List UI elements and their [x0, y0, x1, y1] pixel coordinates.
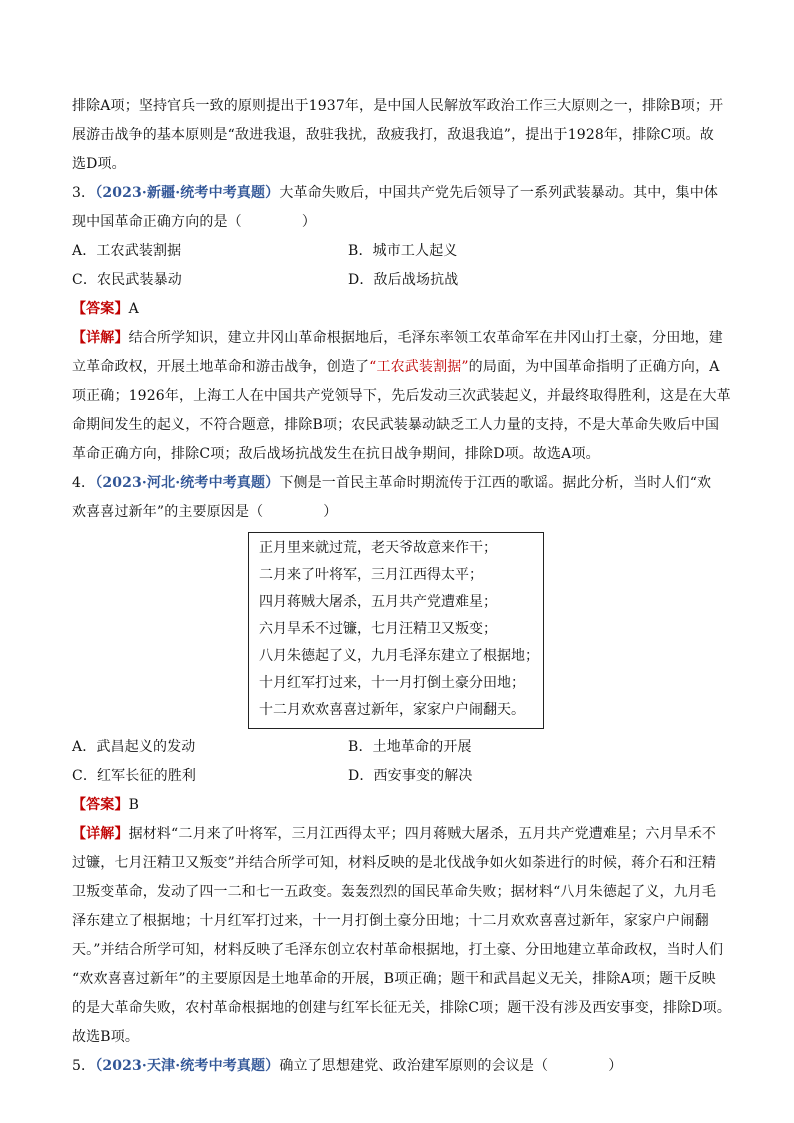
q4-detail-line-2: 过镰，七月汪精卫又叛变”并结合所学可知，材料反映的是北伐战争如火如荼进行的时候，蒋介石和汪精	[72, 855, 717, 871]
q3-paren-close: ）	[301, 214, 316, 230]
q3-stem-line-1	[72, 179, 724, 208]
q4-detail-line-8: 故选B项。	[72, 1029, 140, 1045]
q4-detail-line-7: 的是大革命失败，农村革命根据地的创建与红军长征无关，排除C项；题干没有涉及西安事变，排除D项。	[72, 1000, 731, 1016]
q4-answer	[72, 791, 724, 820]
q4-stem-text-2: 欢喜喜过新年”的主要原因是（	[72, 504, 264, 520]
q4-option-d: D．西安事变的解决	[348, 768, 473, 784]
q4-stem-line-1	[72, 469, 724, 498]
q3-detail-text-2a: 立革命政权，开展土地革命和游击战争，创造了	[72, 359, 370, 375]
q3-options-row-1	[72, 237, 724, 266]
q5-source-tag: （2023·天津·统考中考真题）	[95, 1058, 280, 1074]
q4-stem-line-2	[72, 498, 724, 527]
q4-detail-text-1: 据材料“二月来了叶将军，三月江西得太平；四月蒋贼大屠杀，五月共产党遭难星；六月旱禾不	[128, 826, 717, 842]
poem-line: 十二月欢欢喜喜过新年，家家户户闹翻天。	[259, 702, 525, 718]
q4-detail-tag: 【详解】	[72, 826, 129, 842]
poem-line: 四月蒋贼大屠杀，五月共产党遭难星；	[259, 594, 497, 610]
intro-line-3: 选D项。	[72, 156, 126, 172]
q3-option-d: D．敌后战场抗战	[348, 272, 459, 288]
q4-option-a: A．武昌起义的发动	[72, 739, 196, 755]
q4-poem-box	[248, 532, 544, 729]
q3-option-a: A．工农武装割据	[72, 243, 182, 259]
q4-detail-line-1	[72, 820, 724, 849]
q5-stem-text: 确立了思想建党、政治建军原则的会议是（	[279, 1058, 549, 1074]
q3-detail-text-2b: 的局面，为中国革命指明了正确方向，A	[468, 359, 720, 375]
q3-detail-text-1: 结合所学知识，建立井冈山革命根据地后，毛泽东率领工农革命军在井冈山打土豪，分田地，建	[128, 330, 723, 346]
poem-line: 六月旱禾不过镰，七月汪精卫又叛变；	[259, 621, 497, 637]
q3-detail-highlight: “工农武装割据”	[369, 359, 469, 375]
q3-stem-text-2: 现中国革命正确方向的是（	[72, 214, 242, 230]
q3-source-tag: （2023·新疆·统考中考真题）	[95, 185, 280, 201]
intro-line-1: 排除A项；坚持官兵一致的原则提出于1937年，是中国人民解放军政治工作三大原则之一，排除B项；开	[72, 98, 724, 114]
q3-answer-value: A	[128, 301, 139, 317]
poem-line: 二月来了叶将军，三月江西得太平；	[259, 567, 483, 583]
q3-answer-tag: 【答案】	[72, 301, 129, 317]
q4-option-c: C．红军长征的胜利	[72, 768, 197, 784]
q3-answer	[72, 295, 724, 324]
q4-detail-line-5: 天。”并结合所学可知，材料反映了毛泽东创立农村革命根据地，打土豪、分田地建立革命政权，当时人们	[72, 942, 724, 958]
poem-line: 八月朱德起了义，九月毛泽东建立了根据地；	[259, 648, 539, 664]
q3-stem-line-2	[72, 208, 724, 237]
q4-source-tag: （2023·河北·统考中考真题）	[95, 475, 280, 491]
document-page	[72, 92, 731, 1081]
q4-stem-text: 下侧是一首民主革命时期流传于江西的歌谣。据此分析，当时人们“欢	[279, 475, 712, 491]
q4-option-b: B．土地革命的开展	[348, 739, 472, 755]
q3-detail-line-5: 革命正确方向，排除C项；敌后战场抗战发生在抗日战争期间，排除D项。故选A项。	[72, 446, 600, 462]
q4-detail-line-6: “欢欢喜喜过新年”的主要原因是土地革命的开展，B项正确；题干和武昌起义无关，排除A项；题干反映	[72, 971, 716, 987]
q5-stem-line-1	[72, 1052, 724, 1081]
q3-stem-text: 大革命失败后，中国共产党先后领导了一系列武装暴动。其中，集中体	[279, 185, 718, 201]
q4-detail-line-4: 泽东建立了根据地；十月红军打过来，十一月打倒土豪分田地；十二月欢欢喜喜过新年，家家户户闹翻	[72, 913, 709, 929]
q4-answer-value: B	[128, 797, 140, 813]
q4-poem-area	[72, 527, 724, 733]
q4-detail-line-3: 卫叛变革命，发动了四一二和七一五政变。轰轰烈烈的国民革命失败；据材料“八月朱德起了义，九月毛	[72, 884, 717, 900]
q3-detail-line-4: 命期间发生的起义，不符合题意，排除B项；农民武装暴动缺乏工人力量的支持，不是大革命失败后中国	[72, 417, 720, 433]
q5-paren-close: ）	[608, 1058, 623, 1074]
q4-options-row-2	[72, 762, 724, 791]
q3-options-row-2	[72, 266, 724, 295]
q3-option-b: B．城市工人起义	[348, 243, 458, 259]
intro-line-2: 展游击战争的基本原则是“敌进我退，敌驻我扰，敌疲我打，敌退我追”，提出于1928年，排除C项。故	[72, 127, 714, 143]
q3-option-c: C．农民武装暴动	[72, 272, 182, 288]
poem-line: 正月里来就过荒，老天爷故意来作干；	[259, 540, 497, 556]
q3-detail-line-1	[72, 324, 724, 353]
q3-detail-line-3: 项正确；1926年，上海工人在中国共产党领导下，先后发动三次武装起义，并最终取得胜利，这是在大革	[72, 388, 731, 404]
q3-detail-line-2	[72, 353, 724, 382]
q4-paren-close: ）	[323, 504, 338, 520]
q5-number: 5．	[72, 1058, 96, 1074]
poem-line: 十月红军打过来，十一月打倒土豪分田地；	[259, 675, 525, 691]
q4-options-row-1	[72, 733, 724, 762]
q3-detail-tag: 【详解】	[72, 330, 129, 346]
q3-number: 3．	[72, 185, 96, 201]
q4-answer-tag: 【答案】	[72, 797, 129, 813]
q4-number: 4．	[72, 475, 96, 491]
